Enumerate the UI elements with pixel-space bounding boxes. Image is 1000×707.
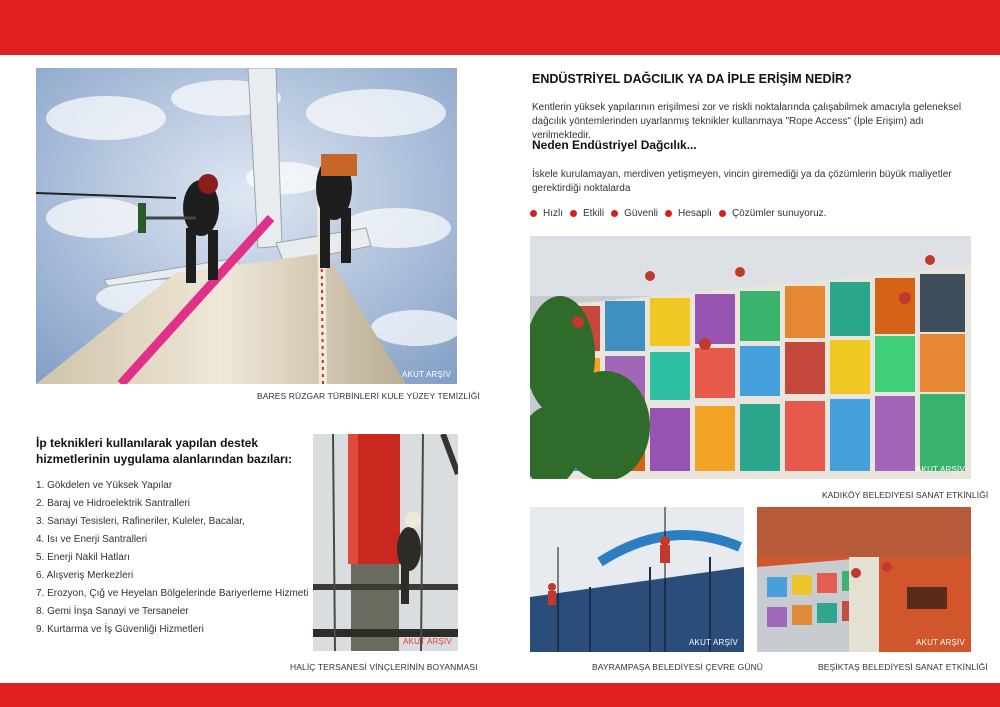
wind-turbine-photo bbox=[36, 68, 457, 384]
bullet-dot-icon bbox=[665, 210, 672, 217]
besiktas-photo-caption: BEŞİKTAŞ BELEDİYESİ SANAT ETKİNLİĞİ bbox=[818, 662, 988, 672]
bullet-dot-icon bbox=[570, 210, 577, 217]
list-item: 5. Enerji Nakil Hatları bbox=[36, 552, 130, 563]
benefits-list bbox=[530, 208, 826, 219]
kadikoy-photo bbox=[530, 236, 971, 479]
bullet-dot-icon bbox=[530, 210, 537, 217]
bayrampasa-photo bbox=[530, 507, 744, 652]
list-item: 9. Kurtarma ve İş Güvenliği Hizmetleri bbox=[36, 624, 204, 635]
benefit-item: Hızlı bbox=[530, 208, 563, 219]
list-item: 7. Erozyon, Çığ ve Heyelan Bölgelerinde Bariyerleme Hizmeti bbox=[36, 588, 309, 599]
applications-list bbox=[36, 480, 308, 642]
list-item: 3. Sanayi Tesisleri, Rafineriler, Kuleler, Bacalar, bbox=[36, 516, 245, 527]
kadikoy-photo-caption: KADIKÖY BELEDİYESİ SANAT ETKİNLİĞİ bbox=[822, 490, 989, 500]
page-title: ENDÜSTRİYEL DAĞCILIK YA DA İPLE ERİŞİM NEDİR? bbox=[532, 72, 852, 86]
crane-photo-watermark: AKUT ARŞİV bbox=[403, 637, 452, 646]
header-band bbox=[0, 0, 1000, 55]
benefit-item: Çözümler sunuyoruz. bbox=[719, 208, 826, 219]
crane-photo bbox=[313, 434, 458, 651]
bayrampasa-photo-caption: BAYRAMPAŞA BELEDİYESİ ÇEVRE GÜNÜ bbox=[592, 662, 764, 672]
wind-photo-watermark: AKUT ARŞİV bbox=[402, 370, 451, 379]
benefit-item: Güvenli bbox=[611, 208, 658, 219]
list-item: 1. Gökdelen ve Yüksek Yapılar bbox=[36, 480, 173, 491]
applications-title: İp teknikleri kullanılarak yapılan destek hizmetlerinin uygulama alanlarından bazıları: bbox=[36, 436, 293, 466]
why-text: İskele kurulamayan, merdiven yetişmeyen, vincin giremediği ya da çözümlerin büyük maliyetler gerektirdiği noktalarda bbox=[532, 169, 952, 194]
footer-band bbox=[0, 683, 1000, 707]
bullet-dot-icon bbox=[611, 210, 618, 217]
kadikoy-photo-watermark: AKUT ARŞİV bbox=[916, 465, 965, 474]
list-item: 8. Gemi İnşa Sanayi ve Tersaneler bbox=[36, 606, 189, 617]
why-title: Neden Endüstriyel Dağcılık... bbox=[532, 138, 697, 152]
bullet-dot-icon bbox=[719, 210, 726, 217]
besiktas-photo-watermark: AKUT ARŞİV bbox=[916, 638, 965, 647]
list-item: 6. Alışveriş Merkezleri bbox=[36, 570, 134, 581]
intro-text: Kentlerin yüksek yapılarının erişilmesi zor ve riskli noktalarında çalışabilmek amacıyla geleneksel dağcılık yöntemlerinden uyarlanmış teknikler kullanmaya "Rope Access" (İple Erişim) adı verilmektedir. bbox=[532, 102, 962, 141]
wind-photo-caption: BARES RÜZGAR TÜRBİNLERİ KULE YÜZEY TEMİZLİĞİ bbox=[257, 391, 480, 401]
list-item: 2. Baraj ve Hidroelektrik Santralleri bbox=[36, 498, 190, 509]
crane-photo-caption: HALİÇ TERSANESİ VİNÇLERİNİN BOYANMASI bbox=[290, 662, 478, 672]
bayrampasa-photo-watermark: AKUT ARŞİV bbox=[689, 638, 738, 647]
besiktas-photo bbox=[757, 507, 971, 652]
benefit-item: Hesaplı bbox=[665, 208, 712, 219]
list-item: 4. Isı ve Enerji Santralleri bbox=[36, 534, 148, 545]
benefit-item: Etkili bbox=[570, 208, 604, 219]
